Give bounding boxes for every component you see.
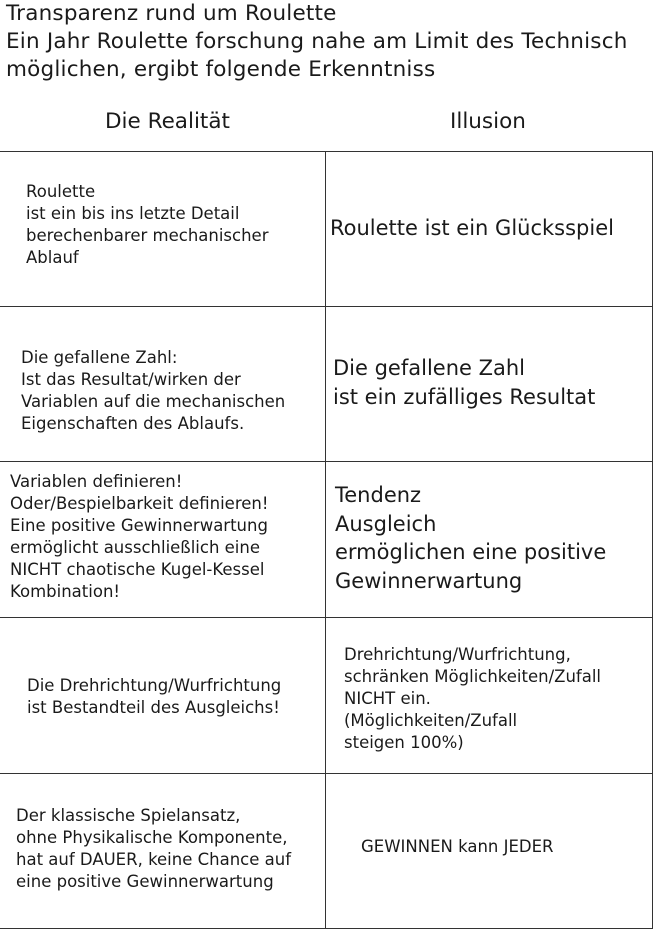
cell-reality-5 — [16, 805, 291, 893]
cell-line: Roulette ist ein Glücksspiel — [330, 216, 614, 240]
document-header — [6, 0, 670, 84]
cell-line: (Möglichkeiten/Zufall — [344, 711, 518, 730]
cell-line: eine positive Gewinnerwartung — [16, 872, 274, 891]
cell-line: Eigenschaften des Ablaufs. — [21, 414, 245, 433]
cell-line: Roulette — [26, 182, 96, 201]
cell-line: Variablen auf die mechanischen — [21, 392, 286, 411]
column-header-reality: Die Realität — [105, 109, 230, 134]
header-line-2: Ein Jahr Roulette forschung nahe am Limit des Technisch — [6, 29, 628, 54]
cell-line: Die gefallene Zahl: — [21, 348, 178, 367]
cell-line: NICHT chaotische Kugel-Kessel — [10, 560, 265, 579]
cell-illusion-2 — [333, 354, 595, 411]
cell-line: Drehrichtung/Wurfrichtung, — [344, 645, 571, 664]
column-header-illusion: Illusion — [450, 109, 526, 134]
cell-line: Die Drehrichtung/Wurfrichtung — [27, 676, 282, 695]
cell-reality-1 — [26, 181, 269, 269]
comparison-table — [0, 151, 653, 929]
cell-illusion-4 — [344, 644, 601, 754]
cell-line: ohne Physikalische Komponente, — [16, 828, 288, 847]
cell-line: Gewinnerwartung — [335, 568, 523, 593]
cell-line: Die gefallene Zahl — [333, 356, 526, 380]
cell-line: ist Bestandteil des Ausgleichs! — [27, 698, 280, 717]
cell-line: berechenbarer mechanischer — [26, 226, 269, 245]
header-line-3: möglichen, ergibt folgende Erkenntniss — [6, 57, 436, 82]
cell-line: Ist das Resultat/wirken der — [21, 370, 241, 389]
cell-reality-2 — [21, 347, 285, 435]
cell-line: Kombination! — [10, 582, 121, 601]
cell-line: schränken Möglichkeiten/Zufall — [344, 667, 601, 686]
cell-line: hat auf DAUER, keine Chance auf — [16, 850, 292, 869]
cell-line: ermöglicht ausschließlich eine — [10, 538, 260, 557]
cell-line: Tendenz — [335, 483, 422, 507]
column-divider — [325, 152, 326, 929]
cell-line: ist ein zufälliges Resultat — [333, 384, 596, 409]
header-title: Transparenz rund um Roulette — [6, 1, 337, 26]
cell-line: Oder/Bespielbarkeit definieren! — [10, 494, 269, 513]
cell-line: ermöglichen eine positive — [335, 540, 607, 564]
cell-line: steigen 100%) — [344, 733, 464, 752]
cell-reality-4 — [27, 675, 281, 719]
cell-line: Ablauf — [26, 248, 79, 267]
cell-line: ist ein bis ins letzte Detail — [26, 204, 240, 223]
cell-illusion-1 — [330, 214, 614, 243]
cell-illusion-5 — [361, 836, 554, 858]
cell-line: Ausgleich — [335, 511, 437, 536]
cell-line: Der klassische Spielansatz, — [16, 806, 241, 825]
cell-line: Eine positive Gewinnerwartung — [10, 516, 268, 535]
cell-line: Variablen definieren! — [10, 472, 183, 491]
cell-reality-3 — [10, 471, 268, 603]
cell-illusion-3 — [335, 481, 606, 595]
cell-line: GEWINNEN kann JEDER — [361, 837, 554, 856]
cell-line: NICHT ein. — [344, 689, 431, 708]
